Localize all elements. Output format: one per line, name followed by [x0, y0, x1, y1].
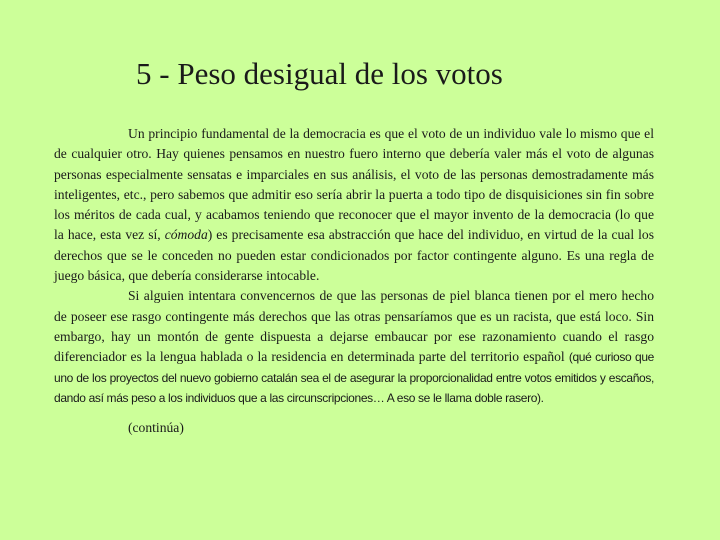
- paragraph-unequal-rights-text: Si alguien intentara convencernos de que las personas de piel blanca tienen por el mero hecho de poseer ese rasgo contingente más derechos que las otras pensaríamos que es un racista, que está loco. Sin embargo, hay un montón de gente dispuesta a dejarse embaucar por ese razonamiento cuando el rasgo diferenciador es la lengua hablada o la residencia en determinada parte del territorio español: [54, 288, 654, 365]
- paragraph-democracy: [54, 124, 654, 286]
- slide-title: 5 - Peso desigual de los votos: [136, 56, 503, 91]
- continued-note: (continúa): [128, 420, 184, 436]
- paragraph-democracy-text-b: ) es precisamente esa abstracción que hace del individuo, en virtud de la cual los derechos que se le conceden no pueden estar condicionados por factor contingente alguno. Es una regla de juego básica, que debería considerarse intocable.: [54, 227, 654, 284]
- slide-body: [54, 124, 654, 438]
- paragraph-democracy-text-a: Un principio fundamental de la democracia es que el voto de un individuo vale lo mismo que el de cualquier otro. Hay quienes pensamos en nuestro fuero interno que debería valer más el voto de algunas personas especialmente sensatas e imparciales en sus análisis, el voto de las personas demostradamente más inteligentes, etc., pero sabemos que admitir eso sería abrir la puerta a todo tipo de disquisiciones sin fin sobre los méritos de cada cual, y acabamos teniendo que reconocer que el mayor invento de la democracia (lo que la hace, esta vez sí,: [54, 126, 654, 243]
- paragraph-unequal-rights: [54, 286, 654, 408]
- paragraph-democracy-emphasis: cómoda: [164, 227, 208, 243]
- paragraph-unequal-rights-aside: (qué curioso que uno de los proyectos del nuevo gobierno catalán sea el de asegurar la proporcionalidad entre votos emitidos y escaños, dando así más peso a los individuos que a las circunscripciones… A eso se le llama doble rasero).: [54, 350, 655, 405]
